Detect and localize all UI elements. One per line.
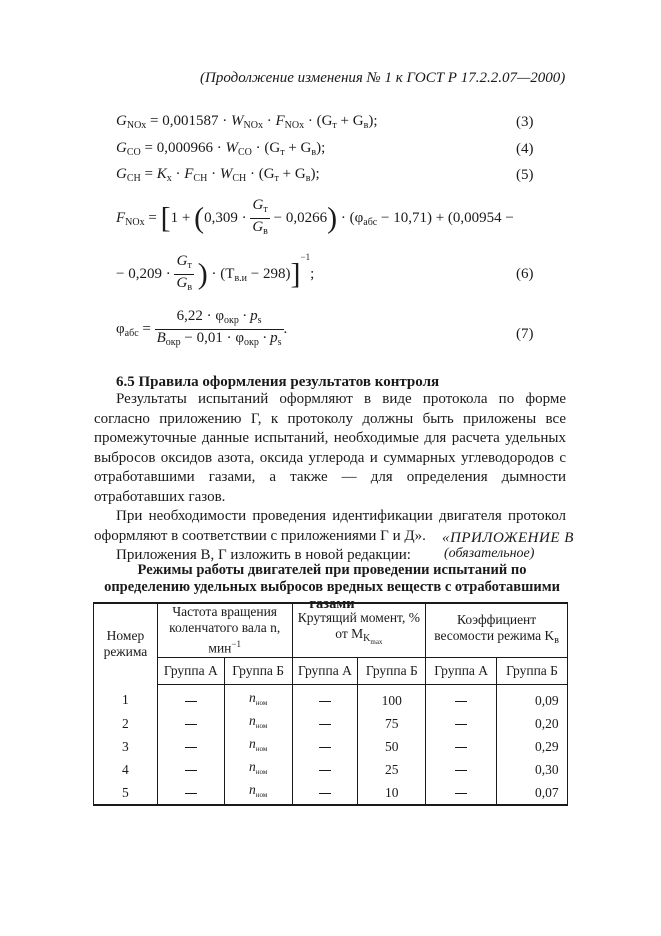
- table-row: [94, 781, 568, 805]
- eq6-lhs: F: [116, 209, 126, 226]
- eq5-k: K: [156, 166, 167, 182]
- eq7-num-a-sub: окр: [224, 315, 239, 326]
- equation-6-line-1: $F_{NOx} = [1 + (0,309$ · $\frac{G_т}{G_в}$ − $0,0266) \cdot (\varphi_{абс} - 10,71) + (0,00954$ −: [116, 197, 514, 240]
- cell-torque: 25: [358, 758, 426, 781]
- eq7-end: .: [283, 320, 288, 337]
- equation-6-number: (6): [516, 266, 534, 282]
- cell-dash: [157, 758, 224, 781]
- header-speed: Частота вращения коленчатого вала n, мин$^{-1}$: [157, 603, 292, 657]
- eq6-c1: 1 +: [170, 209, 191, 226]
- cell-nnom: $n_{ном}$: [224, 758, 292, 781]
- table-row: [94, 735, 568, 758]
- cell-torque: 10: [358, 781, 426, 805]
- cell-weight: 0,29: [497, 735, 568, 758]
- cell-dash: [292, 712, 358, 735]
- equation-5: $G_{CH} = K_x \cdot F_{CH} \cdot W_{CH} \cdot (G_т + G_в)$;: [116, 166, 320, 184]
- eq4-lhs-sub: CO: [126, 147, 141, 158]
- subheader-speed-b: Группа Б: [224, 657, 292, 684]
- eq6-c4: · (φ: [340, 209, 364, 226]
- header-torque: Крутящий момент, % от $M_{K_{max}}$: [292, 603, 426, 657]
- cell-mode: 4: [94, 758, 158, 781]
- eq6-close-bracket: ]: [290, 257, 301, 291]
- eq3-v-sub: в: [363, 120, 369, 131]
- eq7-den-a: B: [156, 330, 166, 346]
- eq3-lhs-sub: NOx: [126, 120, 147, 131]
- cell-dash: [292, 758, 358, 781]
- equation-7-number: (7): [516, 326, 534, 342]
- eq3-f-sub: NOx: [284, 120, 305, 131]
- eq6-c7-sub: в.и: [234, 273, 248, 284]
- eq4-w: W: [225, 140, 238, 156]
- cell-weight: 0,20: [497, 712, 568, 735]
- eq3-lhs: G: [116, 113, 127, 129]
- paragraph-2: При необходимости проведения идентификации двигателя протокол оформляют в соответствии с приложениями Г и Д».: [94, 508, 566, 544]
- eq7-den-b: − 0,01 · φ: [180, 330, 245, 346]
- eq6-c2: 0,309 ·: [204, 209, 247, 226]
- eq6-den1-sub: в: [263, 226, 268, 237]
- cell-weight: 0,09: [497, 684, 568, 712]
- eq3-f: F: [275, 113, 285, 129]
- eq6-open-bracket: [: [160, 201, 171, 235]
- cell-dash: [292, 735, 358, 758]
- cell-nnom: $n_{ном}$: [224, 684, 292, 712]
- cell-dash: [292, 781, 358, 805]
- cell-weight: 0,07: [497, 781, 568, 805]
- eq4-w-sub: CO: [237, 147, 252, 158]
- cell-torque: 50: [358, 735, 426, 758]
- eq7-num-b-sub: s: [257, 315, 262, 326]
- eq6-end: ;: [310, 266, 315, 282]
- eq6-num2-sub: т: [187, 260, 192, 272]
- eq6-lhs-sub: NOx: [125, 216, 145, 228]
- eq6-c7: · (T: [211, 266, 235, 282]
- equation-6-line-2: [116, 252, 314, 296]
- eq6-den1: G: [252, 219, 264, 235]
- cell-mode: 3: [94, 735, 158, 758]
- eq7-fraction: [155, 308, 284, 351]
- eq5-v-sub: в: [305, 173, 311, 184]
- table-row: [94, 684, 568, 712]
- cell-nnom: $n_{ном}$: [224, 712, 292, 735]
- eq4-lhs: G: [116, 140, 127, 156]
- cell-nnom: $n_{ном}$: [224, 781, 292, 805]
- eq6-num1: G: [252, 197, 264, 213]
- eq5-plus: + G: [278, 166, 306, 182]
- eq6-c5: − 10,71) + (0,00954 −: [380, 209, 514, 226]
- eq3-w-sub: NOx: [243, 120, 263, 131]
- eq6-c6: − 0,209 ·: [116, 266, 171, 282]
- equation-3: $G_{NOx} = 0,001587 \cdot W_{NOx} \cdot F_{NOx} \cdot (G_т + G_в)$;: [116, 113, 378, 131]
- subheader-weight-a: Группа А: [426, 657, 497, 684]
- eq5-f-sub: CH: [193, 173, 208, 184]
- eq5-w-sub: CH: [232, 173, 247, 184]
- cell-dash: [426, 735, 497, 758]
- cell-dash: [426, 758, 497, 781]
- modes-table: [93, 602, 568, 806]
- header-weight: Коэффициент весомости режима $K_в$: [426, 603, 568, 657]
- cell-dash: [426, 684, 497, 712]
- equation-4: [116, 140, 325, 158]
- equation-7: $\varphi_{абс}$ = $\frac{6,22 \cdot \varphi_{окр} \cdot p_s}{B_{окр} - 0,01 \cdot \varphi_{окр} \cdot p_s}$ .: [116, 308, 287, 351]
- eq6-c4-sub: абс: [363, 216, 378, 228]
- eq3-end: );: [368, 113, 378, 129]
- eq4-coef: = 0,000966 ·: [140, 140, 226, 156]
- cell-dash: [157, 712, 224, 735]
- eq5-tail: · (G: [246, 166, 275, 182]
- eq4-plus: + G: [284, 140, 312, 156]
- eq7-den-c-sub: s: [277, 337, 282, 348]
- eq6-den2: G: [176, 275, 188, 292]
- eq6-exponent: −1: [300, 252, 311, 262]
- table-row: [94, 712, 568, 735]
- paragraph-1: Результаты испытаний оформляют в виде протокола по форме согласно приложению Г, к протоколу должны быть приложены все промежуточные данные испытаний, необходимые для расчета удельных выбросов оксидов азота, оксида углерода и суммарных углеводородов с отработавшими газами, а также — для определения дымности отработавших газов.: [94, 391, 566, 505]
- appendix-subtitle: (обязательное): [444, 546, 535, 561]
- eq7-num-b: · p: [238, 308, 258, 324]
- eq4-t-sub: т: [280, 147, 285, 158]
- eq5-lhs: G: [116, 166, 127, 182]
- cell-dash: [292, 684, 358, 712]
- eq7-lhs-sub: абс: [124, 327, 139, 339]
- eq6-open-paren: (: [194, 201, 205, 235]
- cell-mode: 2: [94, 712, 158, 735]
- eq3-tail: · (G: [304, 113, 333, 129]
- cell-dash: [426, 712, 497, 735]
- eq6-den2-sub: в: [187, 282, 193, 294]
- eq6-fraction-2: [174, 253, 194, 296]
- cell-mode: 1: [94, 684, 158, 712]
- eq6-c3: − 0,0266: [273, 209, 328, 226]
- eq5-k-sub: x: [166, 173, 172, 184]
- eq7-num-a: 6,22 · φ: [176, 308, 225, 324]
- eq6-fraction-1: [250, 197, 270, 240]
- eq7-lhs: φ: [116, 320, 125, 337]
- eq6-num2: G: [176, 253, 188, 270]
- eq3-plus: + G: [336, 113, 364, 129]
- eq6-close-paren: ): [327, 201, 338, 235]
- header-mode: Номер режима: [94, 603, 158, 684]
- eq6-c8: − 298): [250, 266, 291, 282]
- eq3-t-sub: т: [332, 120, 337, 131]
- cell-torque: 100: [358, 684, 426, 712]
- page-header: (Продолжение изменения № 1 к ГОСТ Р 17.2.2.07—2000): [200, 70, 566, 86]
- eq5-lhs-sub: CH: [126, 173, 141, 184]
- cell-dash: [157, 781, 224, 805]
- table-title: Режимы работы двигателей при проведении испытаний по определению удельных выбросов вредных веществ с отработавшими газами: [104, 562, 560, 612]
- eq4-end: );: [316, 140, 326, 156]
- cell-dash: [426, 781, 497, 805]
- equation-3-number: (3): [516, 114, 534, 130]
- cell-torque: 75: [358, 712, 426, 735]
- eq6-close-paren-2: ): [197, 257, 208, 291]
- cell-mode: 5: [94, 781, 158, 805]
- subheader-torque-b: Группа Б: [358, 657, 426, 684]
- eq3-w: W: [231, 113, 244, 129]
- paragraph-3: Приложения В, Г изложить в новой редакции:: [116, 547, 411, 563]
- eq5-eq: =: [140, 166, 157, 182]
- eq4-v-sub: в: [311, 147, 317, 158]
- subheader-torque-a: Группа А: [292, 657, 358, 684]
- subheader-weight-b: Группа Б: [497, 657, 568, 684]
- cell-weight: 0,30: [497, 758, 568, 781]
- appendix-title: «ПРИЛОЖЕНИЕ В: [442, 530, 574, 546]
- subheader-speed-a: Группа А: [157, 657, 224, 684]
- section-title: 6.5 Правила оформления результатов контроля: [116, 374, 440, 390]
- equation-5-number: (5): [516, 167, 534, 183]
- cell-nnom: $n_{ном}$: [224, 735, 292, 758]
- eq6-num1-sub: т: [263, 204, 268, 215]
- eq5-w: W: [219, 166, 233, 182]
- eq7-den-a-sub: окр: [165, 337, 181, 348]
- cell-dash: [157, 684, 224, 712]
- cell-dash: [157, 735, 224, 758]
- eq3-coef: = 0,001587 ·: [146, 113, 232, 129]
- eq5-t-sub: т: [274, 173, 279, 184]
- table-row: [94, 758, 568, 781]
- eq5-end: );: [310, 166, 320, 182]
- eq7-den-b-sub: окр: [244, 337, 259, 348]
- eq4-tail: · (G: [251, 140, 281, 156]
- eq5-f: F: [184, 166, 194, 182]
- equation-4-number: (4): [516, 141, 534, 157]
- eq7-den-c: · p: [258, 330, 278, 346]
